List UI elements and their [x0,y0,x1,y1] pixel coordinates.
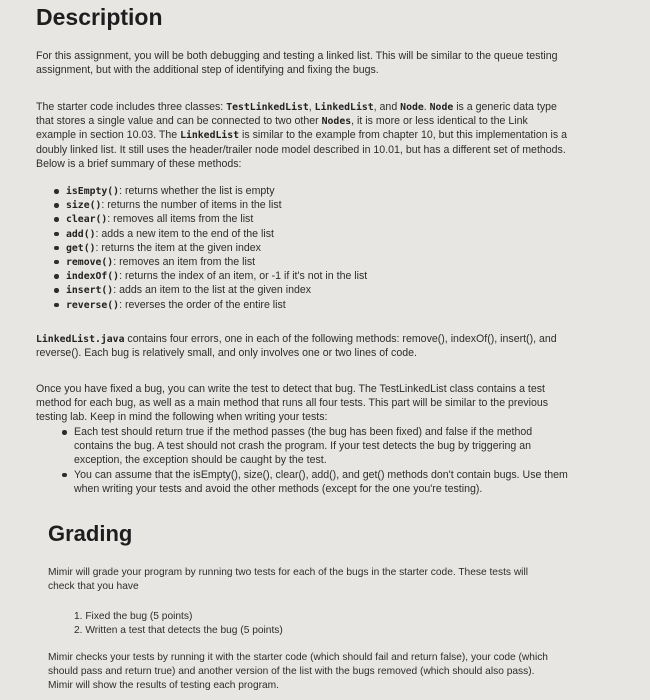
rule-line: exception, the exception should be caught by the test. [74,454,327,467]
text: is similar to the example from chapter 10, but this implementation is a [239,129,568,142]
method-desc: : returns whether the list is empty [119,185,275,197]
method-code: add() [66,228,96,240]
method-code: reverse() [66,299,120,311]
method-desc: : adds a new item to the end of the list [95,227,274,240]
starter-code-paragraph [36,100,567,171]
method-desc: : returns the number of items in the list [101,199,282,212]
list-item [48,184,367,198]
method-desc: : adds an item to the list at the given index [113,284,312,297]
text: that stores a single value and can be connected to two other [36,115,322,128]
errors-line: reverse(). Each bug is relatively small, and only involves one or two lines of code. [36,347,417,360]
grading-line: Mimir will grade your program by running two tests for each of the bugs in the starter code. These tests will [48,567,528,578]
method-desc: : removes all items from the list [107,213,254,226]
list-item [48,227,367,241]
test-rules-list [56,425,568,496]
method-code: get() [66,242,96,254]
grading-line: should pass and return true) and another version of the list with the bugs removed (which should also pass). [48,666,535,678]
starter-line: Below is a brief summary of these methods: [36,157,242,170]
list-item [48,283,367,297]
rule-line: Each test should return true if the method passes (the bug has been fixed) and false if the method [74,426,533,438]
method-code: isEmpty() [66,186,120,197]
method-desc: : returns the item at the given index [95,241,261,254]
grading-heading: Grading [48,521,133,546]
list-item [48,241,367,255]
method-code: indexOf() [66,271,120,283]
text: . [423,101,430,113]
tests-line: Once you have fixed a bug, you can write the test to detect that bug. The TestLinkedList class contains a test [36,383,546,395]
method-code: size() [66,200,102,212]
code-linked-list: LinkedList [314,102,374,113]
text: is a generic data type [453,101,557,113]
method-code: insert() [66,285,114,297]
intro-line: assignment, but with the additional step of identifying and fixing the bugs. [36,64,379,77]
description-heading: Description [36,4,163,30]
list-item: 1. Fixed the bug (5 points) [74,611,193,622]
text: , it is more or less identical to the Link [351,115,528,128]
starter-line: doubly linked list. It still uses the header/trailer node model described in 10.01, but has a different set of methods. [36,143,566,156]
list-item: 2. Written a test that detects the bug (5 points) [74,625,283,637]
grading-line: Mimir will show the results of testing each program. [48,680,279,692]
code-linked-list-java: LinkedList.java [36,334,125,345]
code-test-linked-list: TestLinkedList [226,102,309,113]
intro-line: For this assignment, you will be both debugging and testing a linked list. This will be similar to the queue testing [36,50,558,62]
rule-line: contains the bug. A test should not crash the program. If your test detects the bug by triggering an [74,440,531,453]
list-item [48,212,367,226]
method-code: clear() [66,214,108,226]
text: , and [373,101,401,113]
list-item [48,298,367,312]
text: contains four errors, one in each of the following methods: remove(), indexOf(), insert(), and [124,333,557,345]
grading-checks [48,651,548,694]
intro-paragraph [36,49,558,77]
method-desc: : returns the index of an item, or -1 if it's not in the list [119,270,368,283]
grading-intro [48,566,528,594]
tests-paragraph [36,382,548,425]
grading-items [74,610,283,638]
code-linked-list: LinkedList [180,130,240,142]
errors-paragraph [36,332,557,360]
method-code: remove() [66,256,114,268]
tests-line: method for each bug, as well as a main method that runs all four tests. This part will be similar to the previous [36,397,549,410]
list-item [48,255,367,269]
text: , [308,101,315,113]
text: The starter code includes three classes: [36,101,227,113]
starter-line [36,100,567,114]
rule-line: You can assume that the isEmpty(), size(), clear(), add(), and get() methods don't contain bugs. Use them [74,468,568,481]
code-node: Node [400,102,424,113]
errors-line [36,332,557,346]
grading-line: Mimir checks your tests by running it with the starter code (which should fail and return false), your code (which [48,652,548,663]
method-desc: : reverses the order of the entire list [119,298,286,311]
method-desc: : removes an item from the list [113,255,256,268]
code-node: Node [429,102,454,113]
starter-line [36,128,567,142]
method-list [48,184,367,312]
code-nodes: Nodes [321,116,352,128]
list-item [48,198,367,212]
list-item [56,468,568,482]
grading-line: check that you have [48,581,139,593]
list-item [48,269,367,283]
text: example in section 10.03. The [36,129,181,142]
rule-line: when writing your tests and avoid the other methods (except for the one you're testing). [74,482,483,495]
list-item [56,425,568,439]
starter-line [36,114,567,128]
tests-line: testing lab. Keep in mind the following when writing your tests: [36,411,328,424]
